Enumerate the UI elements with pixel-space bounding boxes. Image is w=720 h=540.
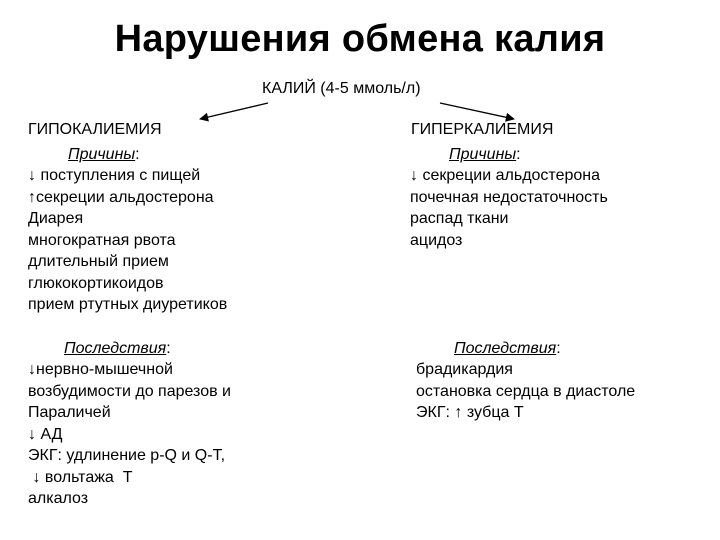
hyperkalemia-heading: ГИПЕРКАЛИЕМИЯ [411, 121, 554, 138]
list-item: Диарея [28, 210, 84, 227]
list-item: ↓ АД [28, 425, 63, 443]
hypokalemia-heading: ГИПОКАЛИЕМИЯ [28, 121, 162, 138]
hyperkalemia-causes-label: Причины: [449, 146, 521, 163]
list-item: ↓ поступления с пищей [28, 167, 201, 184]
list-item: многократная рвота [28, 231, 176, 249]
list-item: почечная недостаточность [410, 188, 608, 206]
arrow-to-hyperkalemia [440, 103, 514, 119]
hyperkalemia-effects-label: Последствия: [454, 340, 561, 357]
list-item: ↑секреции альдостерона [28, 188, 214, 206]
list-item: ↓ секреции альдостерона [410, 167, 601, 184]
list-item: ацидоз [410, 231, 463, 249]
list-item: ЭКГ: удлинение p-Q и Q-T, [28, 447, 226, 464]
hyperkalemia-causes-list [410, 165, 608, 251]
hypokalemia-causes-list [28, 165, 227, 316]
list-item: алкалоз [28, 490, 89, 507]
list-item: распад ткани [410, 210, 509, 227]
hypokalemia-causes-label: Причины: [68, 146, 140, 163]
list-item: Параличей [28, 404, 111, 421]
list-item: длительный прием [28, 253, 169, 270]
list-item: глюкокортикоидов [28, 274, 164, 292]
hypokalemia-effects-label: Последствия: [64, 340, 171, 357]
hypokalemia-effects-list [28, 359, 231, 510]
arrow-to-hypokalemia [200, 103, 268, 119]
list-item: брадикардия [416, 361, 513, 378]
page-title: Нарушения обмена калия [114, 18, 606, 60]
hyperkalemia-effects-list [416, 359, 635, 424]
list-item: ЭКГ: ↑ зубца Т [416, 404, 524, 421]
list-item: прием ртутных диуретиков [28, 296, 228, 313]
list-item: ↓нервно-мышечной [28, 361, 173, 378]
list-item: ↓ вольтажа T [28, 468, 133, 486]
list-item: остановка сердца в диастоле [416, 382, 636, 400]
list-item: возбудимости до парезов и [28, 382, 231, 400]
potassium-norm-label: КАЛИЙ (4-5 ммоль/л) [262, 80, 421, 97]
